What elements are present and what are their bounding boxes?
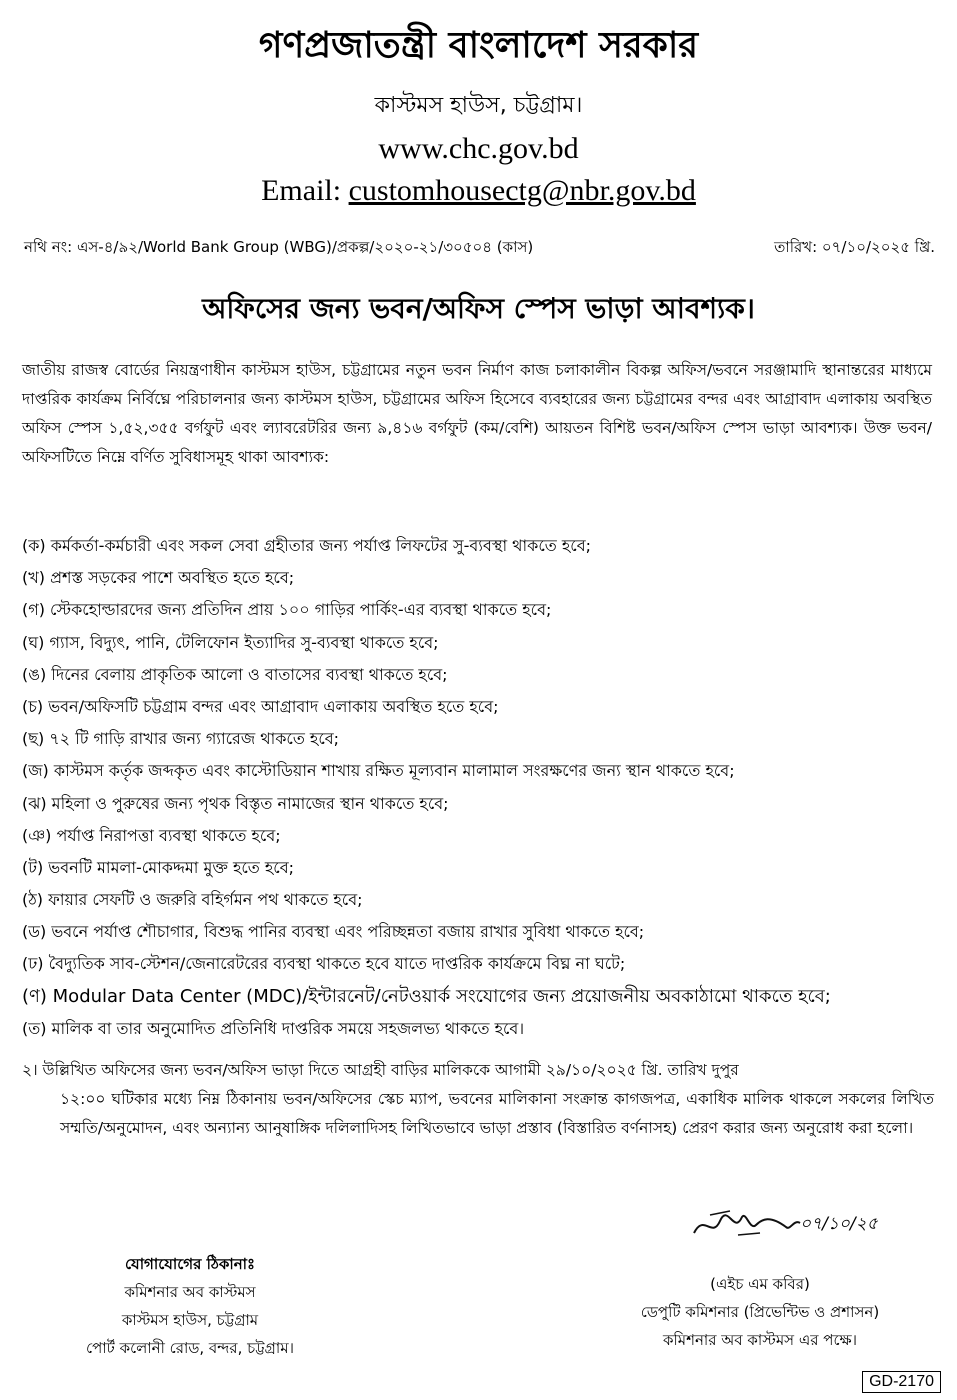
- footer-code: GD-2170: [862, 1371, 941, 1393]
- government-title: গণপ্রজাতন্ত্রী বাংলাদেশ সরকার: [258, 25, 699, 66]
- requirement-item: (ঠ) ফায়ার সেফটি ও জরুরি বহির্গমন পথ থাকতে হবে;: [22, 890, 363, 910]
- email-link[interactable]: customhousectg@nbr.gov.bd: [348, 174, 696, 207]
- signatory-name: (এইচ এম কবির): [710, 1275, 810, 1293]
- requirement-item: (খ) প্রশস্ত সড়কের পাশে অবস্থিত হতে হবে;: [22, 568, 295, 588]
- intro-paragraph: জাতীয় রাজস্ব বোর্ডের নিয়ন্ত্রণাধীন কাস্টমস হাউস, চট্টগ্রামের নতুন ভবন নির্মাণ কাজ চলাকালীন বিকল্প অফিস/ভবনে সরঞ্জামাদি স্থানান্তরের মাধ্যমে দাপ্তরিক কার্যক্রম নির্বিঘ্নে পরিচালনার জন্য কাস্টমস হাউস, চট্টগ্রামের অফিস হিসেবে ব্যবহারের জন্য চট্টগ্রামের বন্দর এবং আগ্রাবাদ এলাকায় অবস্থিত অফিস স্পেস ১,৫২,৩৫৫ বর্গফুট এবং ল্যাবরেটরির জন্য ৯,৪১৬ বর্গফুট (কম/বেশি) আয়তন বিশিষ্ট ভবন/অফিস স্পেস ভাড়া আবশ্যক। উক্ত ভবন/অফিসটিতে নিম্নে বর্ণিত সুবিধাসমূহ থাকা আবশ্যক:: [22, 361, 932, 466]
- signatory-block: [560, 1270, 957, 1354]
- memo-date: তারিখ: ০৭/১০/২০২৫ খ্রি.: [774, 238, 935, 256]
- requirement-item: (গ) স্টেকহোল্ডারদের জন্য প্রতিদিন প্রায় ১০০ গাড়ির পার্কিং-এর ব্যবস্থা থাকতে হবে;: [22, 600, 552, 620]
- requirement-item: (ণ) Modular Data Center (MDC)/ইন্টারনেট/নেটওয়ার্ক সংযোগের জন্য প্রয়োজনীয় অবকাঠামো থাকতে হবে;: [22, 985, 831, 1007]
- requirement-item: (ড) ভবনে পর্যাপ্ত শৌচাগার, বিশুদ্ধ পানির ব্যবস্থা এবং পরিচ্ছন্নতা বজায় রাখার সুবিধা থাকতে হবে;: [22, 922, 645, 942]
- contact-heading: যোগাযোগের ঠিকানাঃ: [124, 1255, 256, 1273]
- office-name: কাস্টমস হাউস, চট্টগ্রাম।: [374, 93, 583, 118]
- notice-headline: অফিসের জন্য ভবন/অফিস স্পেস ভাড়া আবশ্যক।: [202, 292, 755, 325]
- requirement-item: (ঘ) গ্যাস, বিদ্যুৎ, পানি, টেলিফোন ইত্যাদির সু-ব্যবস্থা থাকতে হবে;: [22, 632, 439, 652]
- requirement-item: (ঙ) দিনের বেলায় প্রাকৃতিক আলো ও বাতাসের ব্যবস্থা থাকতে হবে;: [22, 664, 448, 684]
- memo-reference: নথি নং: এস-৪/৯২/World Bank Group (WBG)/প্রকল্প/২০২০-২১/৩০৫০৪ (কাস): [24, 238, 534, 256]
- contact-address-block: [0, 1250, 380, 1362]
- requirement-item: (ক) কর্মকর্তা-কর্মচারী এবং সকল সেবা গ্রহীতার জন্য পর্যাপ্ত লিফটের সু-ব্যবস্থা থাকতে হবে;: [22, 536, 592, 555]
- requirement-item: (ঞ) পর্যাপ্ত নিরাপত্তা ব্যবস্থা থাকতে হবে;: [22, 825, 281, 845]
- website-link[interactable]: www.chc.gov.bd: [378, 132, 579, 165]
- requirement-item: (ত) মালিক বা তার অনুমোদিত প্রতিনিধি দাপ্তরিক সময়ে সহজলভ্য থাকতে হবে।: [22, 1018, 525, 1038]
- email-label: Email:: [261, 174, 342, 207]
- contact-line: কাস্টমস হাউস, চট্টগ্রাম: [121, 1311, 259, 1329]
- requirement-item: (ছ) ৭২ টি গাড়ি রাখার জন্য গ্যারেজ থাকতে হবে;: [22, 729, 340, 749]
- submission-body: ১২:০০ ঘটিকার মধ্যে নিম্ন ঠিকানায় ভবন/অফিসের স্কেচ ম্যাপ, ভবনের মালিকানা সংক্রান্ত কাগজপত্র, একাধিক মালিক থাকলে সকলের লিখিত সম্মতি/অনুমোদন, এবং অন্যান্য আনুষাঙ্গিক দলিলাদিসহ লিখিতভাবে ভাড়া প্রস্তাব (বিস্তারিত বর্ণনাসহ) প্রেরণ করার জন্য অনুরোধ করা হলো।: [60, 1090, 934, 1137]
- contact-line: কমিশনার অব কাস্টমস: [124, 1283, 256, 1301]
- requirements-list: [22, 530, 947, 1045]
- email-line: [0, 174, 957, 208]
- requirement-item: (জ) কাস্টমস কর্তৃক জব্দকৃত এবং কাস্টোডিয়ান শাখায় রক্ষিত মূল্যবান মালামাল সংরক্ষণের জন্য স্থান থাকতে হবে;: [22, 761, 735, 781]
- contact-line: পোর্ট কলোনী রোড, বন্দর, চট্টগ্রাম।: [86, 1339, 294, 1357]
- signatory-designation: ডেপুটি কমিশনার (প্রিভেন্টিভ ও প্রশাসন): [640, 1303, 880, 1321]
- requirement-item: (ঝ) মহিলা ও পুরুষের জন্য পৃথক বিস্তৃত নামাজের স্থান থাকতে হবে;: [22, 793, 449, 813]
- requirement-item: (ঢ) বৈদ্যুতিক সাব-স্টেশন/জেনারেটরের ব্যবস্থা থাকতে হবে যাতে দাপ্তরিক কার্যক্রমে বিঘ্ন না ঘটে;: [22, 954, 626, 974]
- submission-paragraph: [22, 1056, 934, 1143]
- signature-date: ০৭/১০/২৫: [800, 1214, 878, 1234]
- requirement-item: (ট) ভবনটি মামলা-মোকদ্দমা মুক্ত হতে হবে;: [22, 857, 295, 877]
- signatory-on-behalf: কমিশনার অব কাস্টমস এর পক্ষে।: [662, 1331, 858, 1349]
- requirement-item: (চ) ভবন/অফিসটি চট্টগ্রাম বন্দর এবং আগ্রাবাদ এলাকায় অবস্থিত হতে হবে;: [22, 696, 499, 716]
- submission-first-line: ২। উল্লিখিত অফিসের জন্য ভবন/অফিস ভাড়া দিতে আগ্রহী বাড়ির মালিককে আগামী ২৯/১০/২০২৫ খ্রি. তারিখ দুপুর: [22, 1061, 739, 1079]
